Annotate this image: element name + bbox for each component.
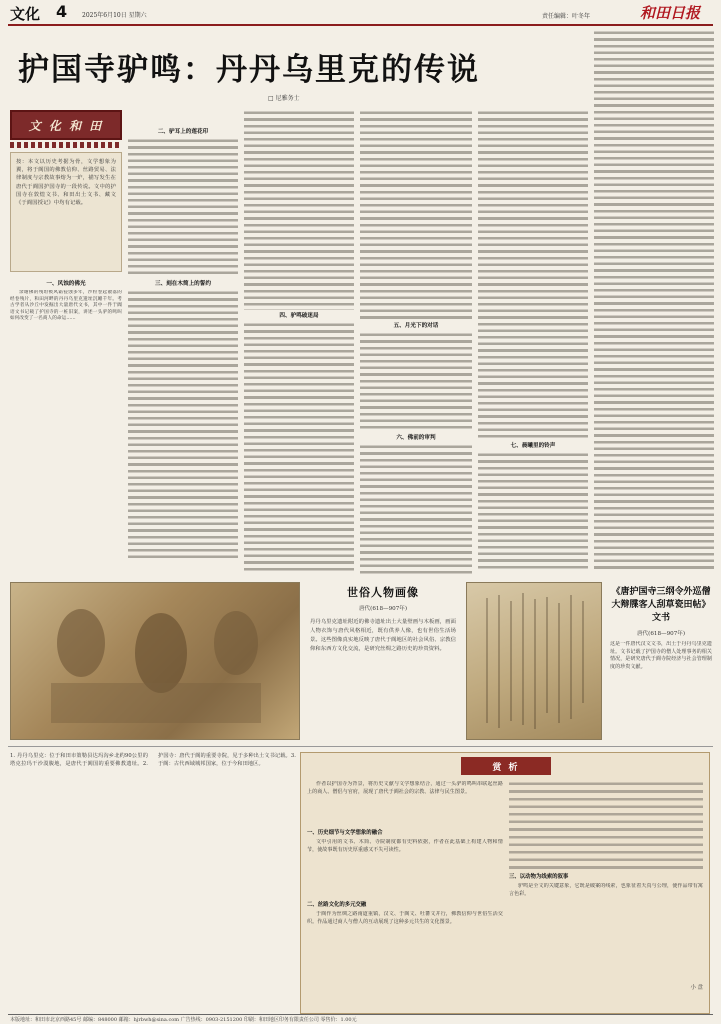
- filler-text-11: [594, 30, 714, 570]
- column-intro: [10, 152, 122, 272]
- filler-text-3: [128, 290, 238, 560]
- feature-subtitle: 唐代(618—907年): [358, 606, 408, 612]
- appreciation-sub-2: 二、丝路文化的多元交融: [307, 902, 367, 908]
- section-heading-6: 六、佛前的审判: [396, 435, 436, 441]
- text-column-4: [360, 110, 472, 576]
- manuscript-image: [466, 582, 602, 740]
- filler-text-7: [360, 332, 472, 432]
- section-heading-2: 二、驴耳上的莲花印: [157, 129, 209, 135]
- column-banner: [10, 110, 122, 140]
- section-name: 文化: [10, 5, 41, 23]
- text-column-1: [10, 278, 122, 576]
- appreciation-body-1: 文中引用的文书、木简、寺院制度都有史料依据，作者在此基础上构建人物和情节，使故事既有历史厚重感又不失可读性。: [307, 839, 503, 853]
- paper-name: 和田日报: [640, 4, 701, 22]
- bottom-divider: [8, 746, 713, 747]
- column-banner-text: 文 化 和 田: [28, 118, 104, 133]
- text-column-3: [244, 110, 354, 576]
- manuscript-period: 唐代(618—907年): [636, 631, 686, 637]
- section-heading-5: 五、月光下的对话: [393, 323, 439, 329]
- section-body-1-para: 余谢佛的残垣被风霜侵蚀多年，沙粒卷起散落的经卷残片，和田河畔的丹丹乌里克遗址沉睡千年。考古学者从沙丘中发掘出大量唐代文书，其中一件于阗语文书记载了护国寺的一桩旧案，讲述一头驴的鸣叫如何改变了一名商人的命运……: [10, 290, 122, 322]
- manuscript-graphic: [467, 583, 603, 741]
- footer-rule: [8, 1014, 713, 1015]
- filler-text-9: [478, 110, 588, 440]
- issue-date: 2025年6月10日 星期六: [82, 12, 147, 19]
- appreciation-heading: 赏 析: [492, 762, 520, 773]
- page-number: 4: [56, 2, 68, 21]
- text-column-5: [478, 110, 588, 576]
- masthead-rule: [8, 24, 713, 26]
- feature-image: [10, 582, 300, 740]
- appreciation-filler: [509, 781, 703, 871]
- figure-sketch-graphic: [11, 583, 300, 740]
- appreciation-col-1: [307, 781, 503, 1009]
- filler-text-10: [478, 452, 588, 572]
- feature-caption: [306, 582, 460, 740]
- appreciation-body-3: 驴鸣是全文的关键意象，它既是破案的线索，也象征着天真与公理，使作品带有寓言色彩。: [509, 883, 703, 897]
- appreciation-body-2: 于阗作为丝绸之路南道重镇，汉文、于阗文、吐蕃文并行，佛教信仰与世俗生活交织。作品通过商人与僧人的互动展现了这种多元共生的文化图景。: [307, 911, 503, 925]
- column-intro-text: 按：本文以历史考据为骨，文学想象为翼，将于阗国的佛教信仰、丝路贸易、法律制度与宗教故事熔为一炉，描写发生在唐代于阗国护国寺的一段传说。文中的护国寺在敦煌文书、和田出土文书、藏文《于阗国授记》中均有记载。: [16, 159, 116, 207]
- article-title: 护国寺驴鸣：丹丹乌里克的传说: [18, 52, 480, 88]
- appreciation-col-2: [509, 781, 703, 1009]
- filler-text-2: [128, 138, 238, 278]
- section-body-1: [10, 290, 122, 572]
- feature-title: 世俗人物画像: [347, 586, 419, 599]
- appreciation-intro: 作者以护国寺为背景，将历史文献与文学想象结合，通过一头驴的鸣叫串联起丝路上的商人、僧侣与官府，展现了唐代于阗社会的宗教、法律与民生图景。: [307, 781, 503, 795]
- footer-info: 本版地址：和田市北京西路45号 邮编：848000 邮箱：hjrbwh@sina.com 广告热线：0903-2151200 印刷：和田地区印务有限责任公司 零售价：1.00元: [10, 1017, 357, 1023]
- filler-text-5: [244, 322, 354, 572]
- feature-body: 丹丹乌里克遗址附近的佛寺遗址出土大量壁画与木板画，画面人物衣饰与唐代风格相近，既有供养人像，也有世俗生活场景。这些图像真实地反映了唐代于阗地区的社会风俗、宗教信仰和东西方文化交流，是研究丝绸之路历史的珍贵资料。: [310, 619, 456, 652]
- notes-body: 1. 丹丹乌里克：位于和田市策勒县达玛沟乡北约90公里的塔克拉玛干沙漠腹地，是唐代于阗国的重要佛教遗址。2. 护国寺：唐代于阗的重要寺院，见于多种出土文书记载。3. 于阗：古代西域城邦国家，位于今和田地区。: [10, 753, 296, 767]
- appreciation-sub-1: 一、历史细节与文学想象的融合: [307, 830, 383, 836]
- filler-text-4: [244, 110, 354, 310]
- appreciation-sub-3: 三、以动物为线索的叙事: [509, 874, 569, 880]
- article-author: □ 尼雅务士: [268, 95, 300, 102]
- editors-credit: 责任编辑：叶冬年: [542, 13, 591, 20]
- manuscript-panel: [608, 582, 714, 740]
- manuscript-note: 这是一件唐代汉文文书，出土于丹丹乌里克遗址。文书记载了护国寺的僧人处理事务的相关情况，是研究唐代于阗寺院经济与社会管理制度的珍贵文献。: [610, 641, 713, 670]
- appreciation-heading-bar: [461, 757, 551, 775]
- text-column-6: [594, 30, 714, 576]
- masthead: [0, 0, 721, 24]
- notes-block: [10, 752, 296, 1014]
- appreciation-signoff: 小 盘: [690, 985, 703, 991]
- section-heading-7: 七、晨曦里的铃声: [510, 443, 556, 449]
- text-column-2: [128, 110, 238, 576]
- filler-text-8: [360, 444, 472, 574]
- banner-pattern: [10, 142, 122, 148]
- appreciation-box: [300, 752, 710, 1014]
- section-heading-4: 四、驴鸣破迷局: [279, 313, 319, 319]
- section-heading-3: 三、刻在木简上的誓约: [155, 281, 211, 287]
- manuscript-title: 《唐护国寺三纲令外巡僧大辩牒客人刮草瓷田帖》文书: [611, 587, 711, 623]
- section-heading-1: 一、风蚀的佛光: [46, 281, 86, 287]
- filler-text-6: [360, 110, 472, 320]
